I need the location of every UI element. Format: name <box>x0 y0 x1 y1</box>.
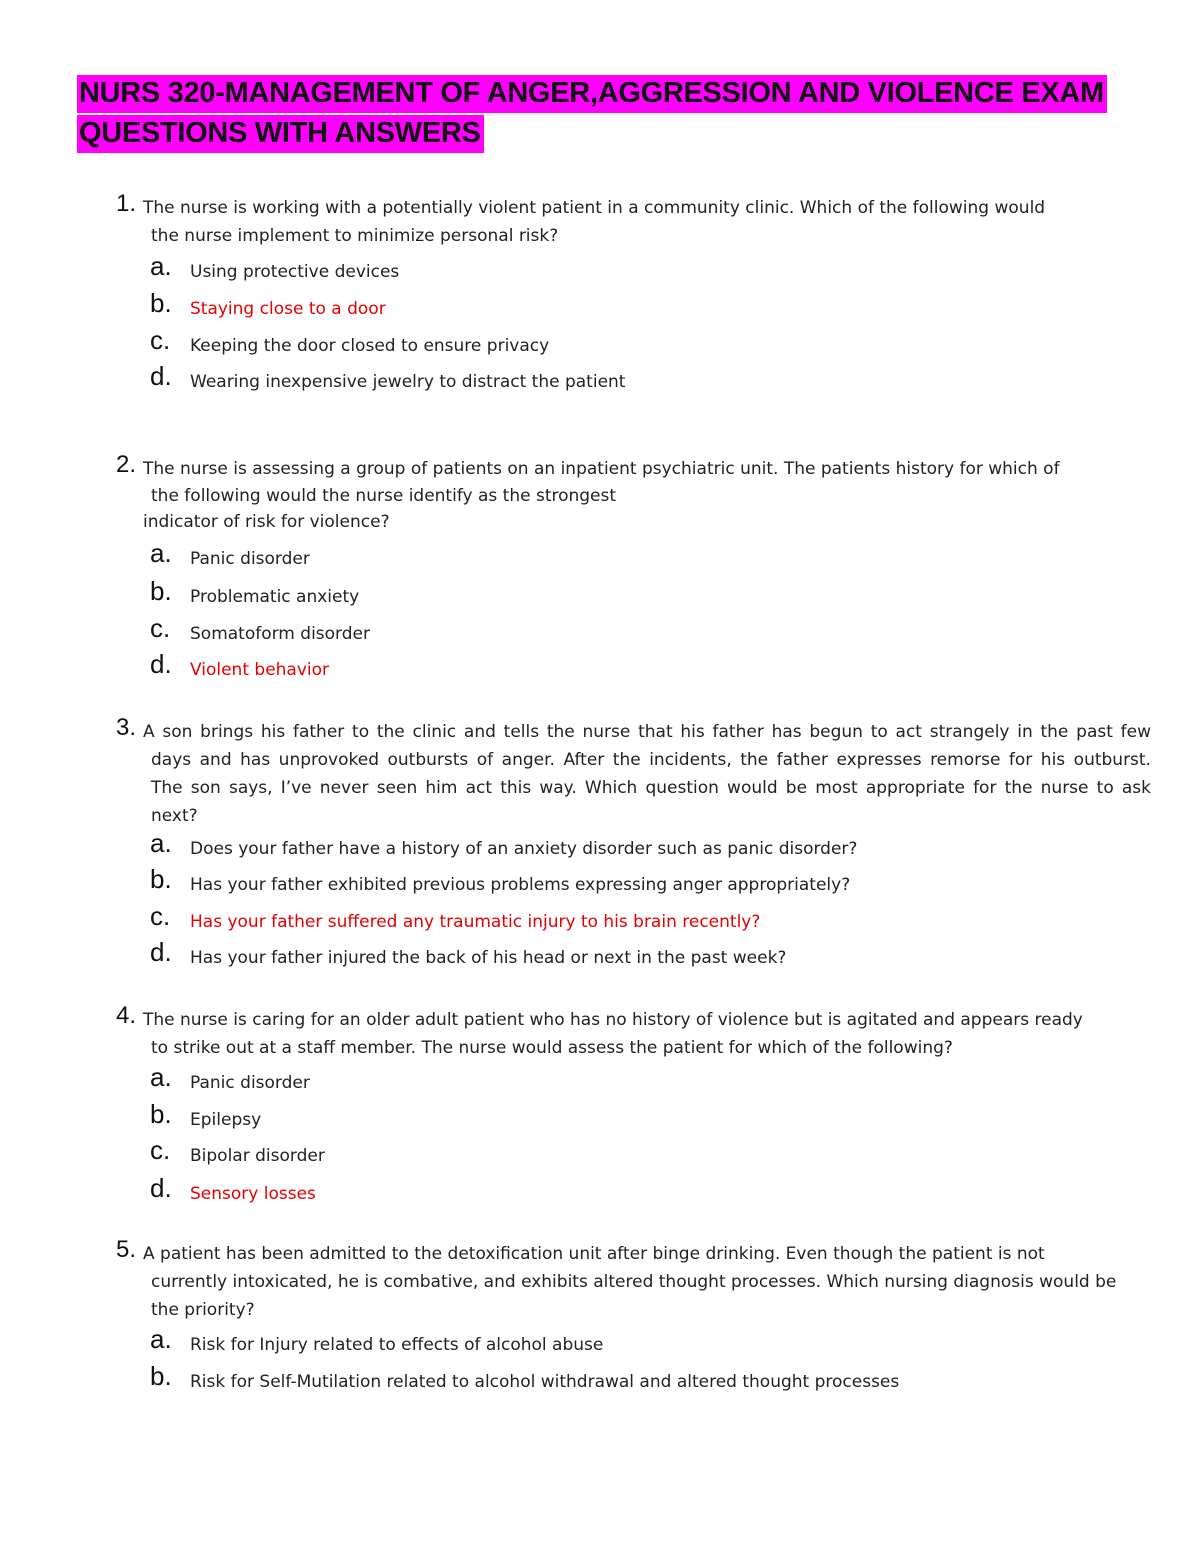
question-line: The nurse is caring for an older adult patient who has no history of violence but is agitated and appears ready <box>143 1010 1083 1030</box>
question-number: 5. <box>116 1236 137 1263</box>
option-3b <box>0 864 1200 902</box>
option-letter: d. <box>150 1173 172 1203</box>
option-2c <box>0 613 1200 651</box>
option-text: Somatoform disorder <box>190 624 370 644</box>
option-letter: a. <box>150 251 172 281</box>
option-letter: c. <box>150 613 171 643</box>
option-letter: b. <box>150 576 172 606</box>
question-line: The nurse is assessing a group of patients on an inpatient psychiatric unit. The patients history for which of <box>143 459 1060 479</box>
question-text <box>143 718 1151 830</box>
question-line: A son brings his father to the clinic and tells the nurse that his father has begun to act strangely in the past few <box>143 722 1151 742</box>
correct-answer-text: Has your father suffered any traumatic injury to his brain recently? <box>190 912 761 932</box>
option-4a <box>0 1062 1200 1100</box>
question-line: indicator of risk for violence? <box>143 512 390 532</box>
correct-answer-text: Violent behavior <box>190 660 330 680</box>
correct-answer-text: Sensory losses <box>190 1184 316 1204</box>
question-line: A patient has been admitted to the detoxification unit after binge drinking. Even though the patient is not <box>143 1244 1045 1264</box>
option-5b <box>0 1361 1200 1399</box>
option-letter: b. <box>150 1361 172 1391</box>
option-1b-correct <box>0 288 1200 326</box>
document-title <box>77 73 1157 153</box>
option-3d <box>0 937 1200 975</box>
option-letter: d. <box>150 649 172 679</box>
option-2a <box>0 538 1200 576</box>
option-5a <box>0 1324 1200 1362</box>
question-line: to strike out at a staff member. The nurse would assess the patient for which of the following? <box>151 1038 953 1058</box>
question-text <box>143 194 1151 250</box>
option-4c <box>0 1135 1200 1173</box>
question-number: 3. <box>116 714 137 741</box>
option-letter: a. <box>150 1324 172 1354</box>
question-text <box>143 455 1151 534</box>
question-line: The nurse is working with a potentially violent patient in a community clinic. Which of the following would <box>143 198 1046 218</box>
option-text: Panic disorder <box>190 1073 310 1093</box>
option-text: Using protective devices <box>190 262 400 282</box>
option-3c-correct <box>0 901 1200 939</box>
option-1c <box>0 325 1200 363</box>
option-letter: a. <box>150 1062 172 1092</box>
option-text: Wearing inexpensive jewelry to distract the patient <box>190 372 626 392</box>
option-4b <box>0 1099 1200 1137</box>
option-letter: d. <box>150 361 172 391</box>
option-letter: a. <box>150 828 172 858</box>
question-line: the nurse implement to minimize personal risk? <box>151 226 559 246</box>
question-text <box>143 1240 1151 1324</box>
option-letter: b. <box>150 1099 172 1129</box>
option-text: Problematic anxiety <box>190 587 360 607</box>
option-3a <box>0 828 1200 866</box>
question-number: 2. <box>116 451 137 478</box>
question-line: the following would the nurse identify as the strongest <box>151 486 617 506</box>
question-number: 4. <box>116 1002 137 1029</box>
option-text: Keeping the door closed to ensure privacy <box>190 336 550 356</box>
option-letter: c. <box>150 901 171 931</box>
option-letter: c. <box>150 1135 171 1165</box>
question-line: days and has unprovoked outbursts of anger. After the incidents, the father expresses remorse for his outburst. <box>151 750 1151 770</box>
option-text: Risk for Self-Mutilation related to alcohol withdrawal and altered thought processes <box>190 1372 900 1392</box>
option-text: Panic disorder <box>190 549 310 569</box>
option-text: Has your father exhibited previous problems expressing anger appropriately? <box>190 875 851 895</box>
option-letter: c. <box>150 325 171 355</box>
option-4d-correct <box>0 1173 1200 1211</box>
question-text <box>143 1006 1151 1062</box>
correct-answer-text: Staying close to a door <box>190 299 386 319</box>
option-text: Has your father injured the back of his head or next in the past week? <box>190 948 787 968</box>
question-line: the priority? <box>151 1300 255 1320</box>
option-2d-correct <box>0 649 1200 687</box>
option-letter: a. <box>150 538 172 568</box>
option-letter: b. <box>150 288 172 318</box>
title-highlight: NURS 320-MANAGEMENT OF ANGER,AGGRESSION AND VIOLENCE EXAM QUESTIONS WITH ANSWERS <box>77 75 1107 153</box>
option-text: Bipolar disorder <box>190 1146 325 1166</box>
option-1d <box>0 361 1200 399</box>
option-letter: d. <box>150 937 172 967</box>
question-line: The son says, I’ve never seen him act this way. Which question would be most appropriate for the nurse to ask <box>151 778 1151 798</box>
option-text: Epilepsy <box>190 1110 262 1130</box>
option-text: Does your father have a history of an anxiety disorder such as panic disorder? <box>190 839 858 859</box>
question-line: currently intoxicated, he is combative, and exhibits altered thought processes. Which nursing diagnosis would be <box>151 1272 1117 1292</box>
option-1a <box>0 251 1200 289</box>
question-line: next? <box>151 806 198 826</box>
option-2b <box>0 576 1200 614</box>
question-number: 1. <box>116 190 137 217</box>
option-text: Risk for Injury related to effects of alcohol abuse <box>190 1335 604 1355</box>
option-letter: b. <box>150 864 172 894</box>
